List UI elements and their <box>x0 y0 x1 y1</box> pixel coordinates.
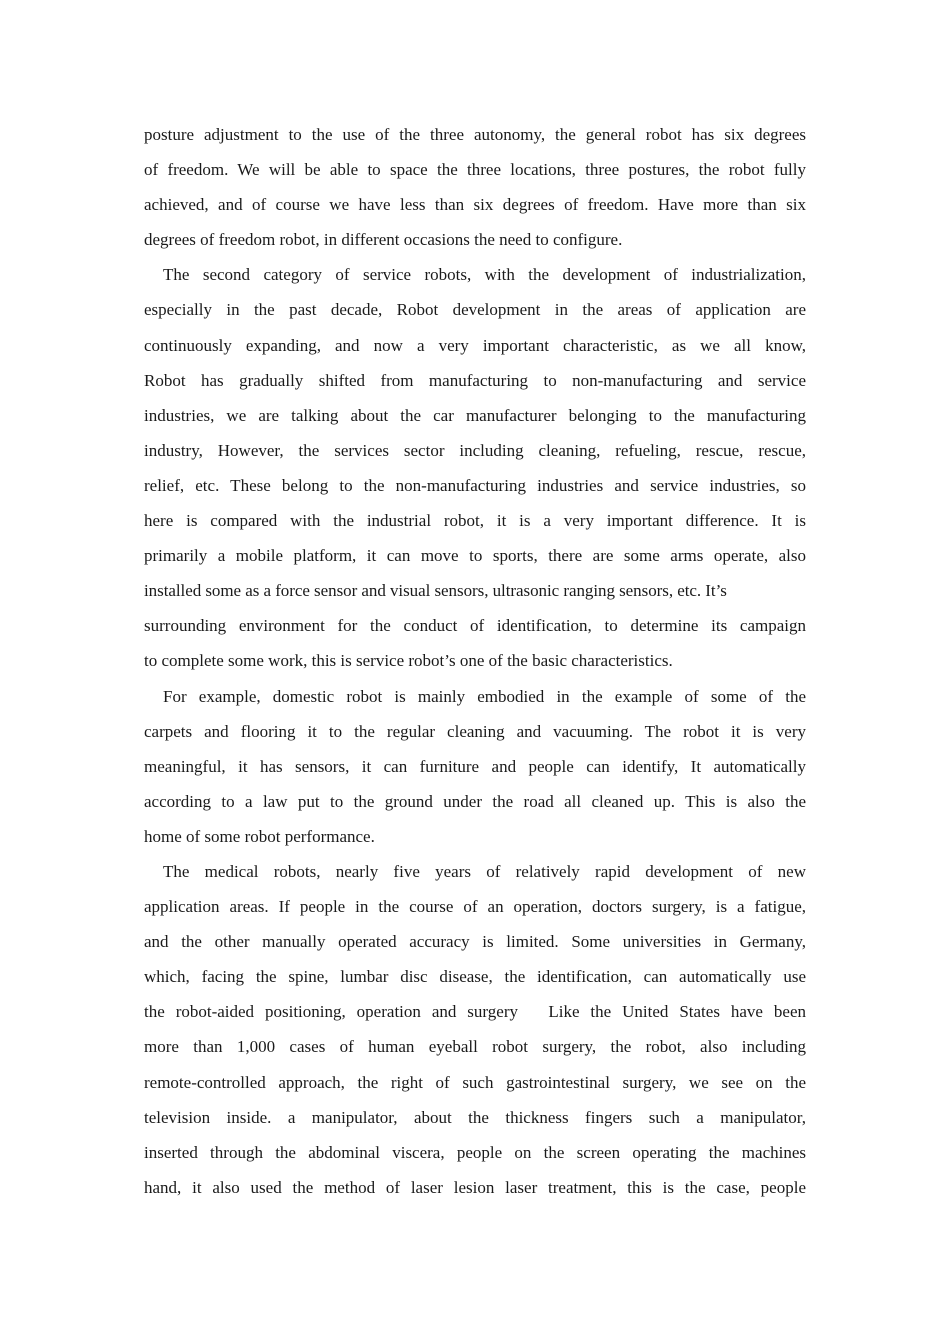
text-line: installed some as a force sensor and visual sensors, ultrasonic ranging sensors, etc. It’s <box>144 581 727 601</box>
text-line: relief, etc. These belong to the non-manufacturing industries and service industries, so <box>144 475 806 495</box>
text-line: inserted through the abdominal viscera, people on the screen operating the machines <box>144 1142 806 1162</box>
text-line: home of some robot performance. <box>144 826 375 846</box>
text-line: which, facing the spine, lumbar disc disease, the identification, can automatically use <box>144 967 806 987</box>
text-line: according to a law put to the ground under the road all cleaned up. This is also the <box>144 791 806 811</box>
text-line: surrounding environment for the conduct of identification, to determine its campaign <box>144 616 806 636</box>
text-line: and the other manually operated accuracy is limited. Some universities in Germany, <box>144 932 806 952</box>
paragraph-medical-robots <box>144 854 806 1205</box>
text-line: posture adjustment to the use of the three autonomy, the general robot has six degrees <box>144 125 806 144</box>
text-line: especially in the past decade, Robot development in the areas of application are <box>144 300 806 320</box>
text-line: the robot-aided positioning, operation and surgery Like the United States have been <box>144 1002 806 1022</box>
text-line: of freedom. We will be able to space the three locations, three postures, the robot fully <box>144 160 806 180</box>
text-line: carpets and flooring it to the regular cleaning and vacuuming. The robot it is very <box>144 721 806 741</box>
text-line: degrees of freedom robot, in different occasions the need to configure. <box>144 230 623 250</box>
text-line: primarily a mobile platform, it can move to sports, there are some arms operate, also <box>144 546 806 566</box>
text-line: For example, domestic robot is mainly embodied in the example of some of the <box>163 686 806 706</box>
text-line: to complete some work, this is service robot’s one of the basic characteristics. <box>144 651 673 671</box>
text-line: application areas. If people in the course of an operation, doctors surgery, is a fatigue, <box>144 897 806 917</box>
document-page <box>144 117 806 1205</box>
text-line: Robot has gradually shifted from manufacturing to non-manufacturing and service <box>144 370 806 390</box>
text-line: more than 1,000 cases of human eyeball robot surgery, the robot, also including <box>144 1037 806 1057</box>
paragraph-domestic-robot <box>144 679 806 854</box>
text-line: hand, it also used the method of laser lesion laser treatment, this is the case, people <box>144 1177 806 1197</box>
text-line: industry, However, the services sector including cleaning, refueling, rescue, rescue, <box>144 440 806 460</box>
text-line: industries, we are talking about the car manufacturer belonging to the manufacturing <box>144 405 806 425</box>
text-line: here is compared with the industrial robot, it is a very important difference. It is <box>144 511 806 531</box>
text-line: meaningful, it has sensors, it can furniture and people can identify, It automatically <box>144 756 806 776</box>
text-line: television inside. a manipulator, about the thickness fingers such a manipulator, <box>144 1107 806 1127</box>
paragraph-service-robots <box>144 257 806 678</box>
text-line: achieved, and of course we have less than six degrees of freedom. Have more than six <box>144 195 806 215</box>
text-line: remote-controlled approach, the right of such gastrointestinal surgery, we see on the <box>144 1072 806 1092</box>
text-line: continuously expanding, and now a very important characteristic, as we all know, <box>144 335 806 355</box>
paragraph-degrees-of-freedom <box>144 117 806 257</box>
text-line: The second category of service robots, with the development of industrialization, <box>163 265 806 285</box>
text-line: The medical robots, nearly five years of relatively rapid development of new <box>163 861 806 881</box>
